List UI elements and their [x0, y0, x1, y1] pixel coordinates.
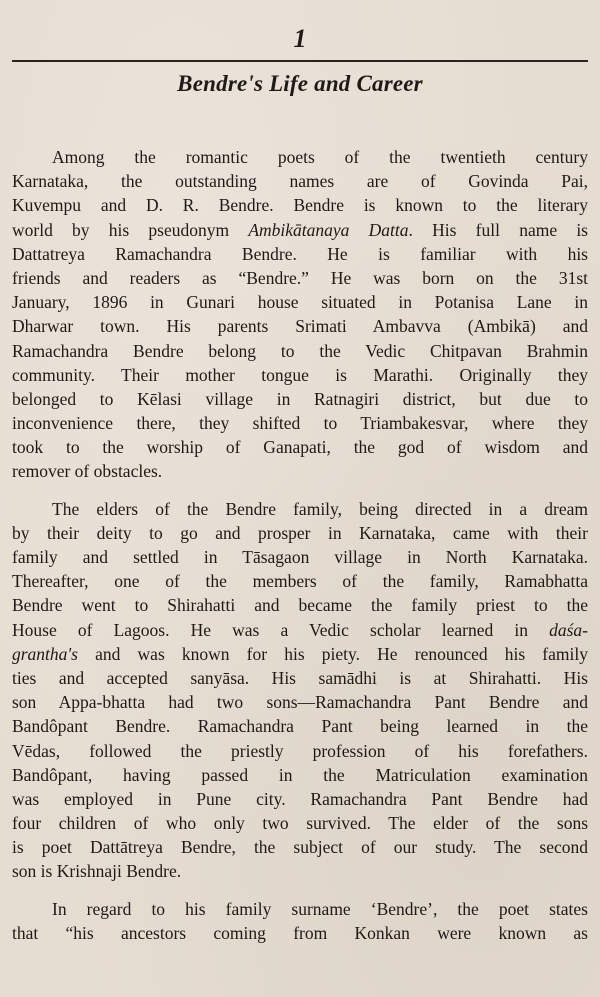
- text-line: [12, 435, 588, 459]
- text-segment: family and settled in Tāsagaon village in North Karnataka.: [12, 547, 588, 567]
- text-segment: remover of obstacles.: [12, 461, 163, 482]
- text-segment: Kuvempu and D. R. Bendre. Bendre is known to the literary: [12, 195, 588, 216]
- paragraph: [12, 897, 588, 945]
- text-segment: son is Krishnaji Bendre.: [12, 861, 182, 882]
- text-segment: . His full name is: [408, 219, 588, 240]
- text-line: [12, 169, 588, 193]
- text-segment: community. Their mother tongue is Marathi. Originally they: [12, 364, 588, 385]
- text-segment: and was known for his piety. He renounced his family: [77, 643, 588, 664]
- body-text: [12, 145, 588, 945]
- text-segment: world by his pseudonym: [12, 219, 249, 240]
- text-segment: January, 1896 in Gunari house situated in Potanisa Lane in: [12, 292, 588, 313]
- text-line: [12, 618, 588, 642]
- text-segment: ties and accepted sanyāsa. His samādhi is at Shirahatti. His: [12, 667, 588, 688]
- text-line: [12, 835, 588, 859]
- text-segment: Vēdas, followed the priestly profession of his forefathers.: [12, 740, 588, 761]
- text-segment: Karnataka, the outstanding names are of Govinda Pai,: [12, 171, 588, 192]
- header-rule: [12, 60, 588, 62]
- text-segment: Among the romantic poets of the twentieth century: [52, 147, 588, 167]
- chapter-title: Bendre's Life and Career: [177, 71, 423, 96]
- chapter-number: 1: [293, 24, 307, 53]
- italic-term: Ambikātanaya Datta: [248, 219, 409, 240]
- text-segment: In regard to his family surname ‘Bendre’, the poet states: [52, 898, 588, 919]
- text-line: [12, 739, 588, 763]
- text-line: [12, 787, 588, 811]
- text-line: [12, 218, 588, 242]
- italic-term: grantha's: [12, 643, 78, 664]
- text-line: [12, 363, 588, 387]
- text-segment: is poet Dattātreya Bendre, the subject of our study. The second: [12, 837, 588, 858]
- text-line: [12, 459, 588, 483]
- paragraph: [12, 497, 588, 884]
- text-segment: Dharwar town. His parents Srimati Ambavva (Ambikā) and: [12, 316, 588, 337]
- text-line: [12, 859, 588, 883]
- text-segment: was employed in Pune city. Ramachandra Pant Bendre had: [12, 788, 588, 809]
- text-line: [12, 593, 588, 617]
- text-segment: inconvenience there, they shifted to Triambakesvar, where they: [12, 413, 588, 434]
- text-segment: four children of who only two survived. The elder of the sons: [12, 813, 588, 834]
- text-segment: that “his ancestors coming from Konkan were known as: [12, 922, 588, 943]
- text-line: [12, 314, 588, 338]
- text-line: [12, 497, 588, 521]
- text-line: [12, 242, 588, 266]
- text-line: [12, 545, 588, 569]
- text-line: [12, 714, 588, 738]
- text-segment: Dattatreya Ramachandra Bendre. He is familiar with his: [12, 243, 588, 264]
- text-line: [12, 666, 588, 690]
- text-line: [12, 339, 588, 363]
- text-segment: Thereafter, one of the members of the family, Ramabhatta: [12, 571, 588, 592]
- text-segment: The elders of the Bendre family, being directed in a dream: [52, 498, 588, 519]
- text-line: [12, 642, 588, 666]
- text-segment: by their deity to go and prosper in Karnataka, came with their: [12, 522, 588, 543]
- text-segment: Ramachandra Bendre belong to the Vedic Chitpavan Brahmin: [12, 340, 588, 361]
- text-segment: friends and readers as “Bendre.” He was born on the 31st: [12, 267, 588, 288]
- text-line: [12, 290, 588, 314]
- text-line: [12, 811, 588, 835]
- text-line: [12, 690, 588, 714]
- text-line: [12, 193, 588, 217]
- text-segment: took to the worship of Ganapati, the god of wisdom and: [12, 437, 588, 458]
- text-line: [12, 266, 588, 290]
- text-segment: son Appa-bhatta had two sons—Ramachandra Pant Bendre and: [12, 692, 588, 713]
- text-line: [12, 145, 588, 169]
- text-segment: Bandôpant Bendre. Ramachandra Pant being learned in the: [12, 716, 588, 737]
- text-line: [12, 411, 588, 435]
- text-segment: Bendre went to Shirahatti and became the family priest to the: [12, 595, 588, 616]
- text-line: [12, 387, 588, 411]
- text-segment: belonged to Kēlasi village in Ratnagiri district, but due to: [12, 388, 588, 409]
- text-line: [12, 921, 588, 945]
- text-line: [12, 763, 588, 787]
- text-line: [12, 521, 588, 545]
- text-segment: House of Lagoos. He was a Vedic scholar learned in: [12, 619, 550, 640]
- text-line: [12, 569, 588, 593]
- italic-term: daśa-: [549, 619, 588, 640]
- paragraph: [12, 145, 588, 484]
- text-line: [12, 897, 588, 921]
- text-segment: Bandôpant, having passed in the Matriculation examination: [12, 764, 588, 785]
